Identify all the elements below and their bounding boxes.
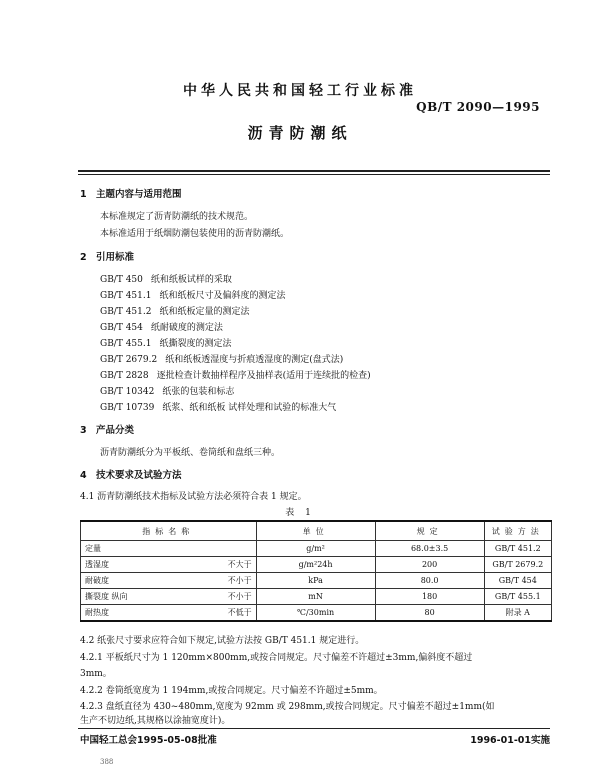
table-row: [81, 605, 552, 622]
reference-name: 纸浆、纸和纸板 试样处理和试验的标准大气: [162, 403, 337, 413]
reference-code: GB/T 450: [100, 275, 143, 285]
org-standard-heading: 中华人民共和国轻工行业标准: [183, 83, 417, 99]
header-rule-thin: [78, 174, 550, 175]
reference-code: GB/T 451.1: [100, 291, 152, 301]
reference-item: [100, 400, 336, 413]
section-3-heading: [80, 422, 134, 436]
cell-method: GB/T 455.1: [484, 589, 551, 605]
table-caption: 表 1: [285, 508, 315, 518]
standard-number: QB/T 2090—1995: [416, 100, 540, 114]
section-4-heading: [80, 467, 182, 481]
reference-code: GB/T 10739: [100, 403, 155, 413]
clause-4-2-2: 4.2.2 卷筒纸宽度为 1 194mm,或按合同规定。尺寸偏差不许超过±5mm。: [80, 686, 383, 696]
reference-name: 纸撕裂度的测定法: [159, 339, 232, 349]
reference-item: [100, 288, 285, 301]
cell-spec: 80: [375, 605, 484, 622]
section-1-heading: [80, 186, 182, 200]
reference-item: [100, 336, 231, 349]
cell-condition: [188, 541, 256, 557]
reference-item: [100, 272, 232, 285]
section-title: 主题内容与适用范围: [96, 189, 182, 200]
reference-code: GB/T 2679.2: [100, 355, 158, 365]
cell-condition: 不低于: [188, 605, 256, 622]
table-header-row: [81, 521, 552, 541]
clause-4-2-1-cont: 3mm。: [80, 669, 112, 679]
reference-name: 纸和纸板尺寸及偏斜度的测定法: [159, 291, 286, 301]
cell-name: 透湿度: [81, 557, 188, 573]
reference-code: GB/T 2828: [100, 371, 149, 381]
col-header-unit: 单位: [256, 521, 375, 541]
cell-unit: g/m²24h: [256, 557, 375, 573]
clause-4-2: 4.2 纸张尺寸要求应符合如下规定,试验方法按 GB/T 451.1 规定进行。: [80, 636, 365, 646]
cell-name: 耐破度: [81, 573, 188, 589]
reference-name: 逐批检查计数抽样程序及抽样表(适用于连续批的检查): [156, 371, 371, 381]
reference-code: GB/T 455.1: [100, 339, 152, 349]
cell-unit: kPa: [256, 573, 375, 589]
section-number: 2: [80, 252, 87, 263]
reference-name: 纸和纸板试样的采取: [150, 275, 232, 285]
col-header-spec: 规定: [375, 521, 484, 541]
cell-spec: 68.0±3.5: [375, 541, 484, 557]
section-2-heading: [80, 249, 134, 263]
reference-name: 纸耐破度的测定法: [150, 323, 223, 333]
reference-item: [100, 368, 371, 381]
reference-item: [100, 384, 234, 397]
header-rule: [78, 170, 550, 172]
section-number: 4: [80, 470, 87, 481]
table-row: [81, 589, 552, 605]
reference-item: [100, 304, 249, 317]
cell-name: 定量: [81, 541, 188, 557]
cell-unit: ℃/30min: [256, 605, 375, 622]
reference-code: GB/T 10342: [100, 387, 155, 397]
cell-method: GB/T 451.2: [484, 541, 551, 557]
cell-spec: 80.0: [375, 573, 484, 589]
cell-method: GB/T 2679.2: [484, 557, 551, 573]
paragraph: 本标准规定了沥青防潮纸的技术规范。: [100, 212, 254, 222]
cell-method: GB/T 454: [484, 573, 551, 589]
col-header-method: 试验方法: [484, 521, 551, 541]
cell-spec: 180: [375, 589, 484, 605]
reference-code: GB/T 454: [100, 323, 143, 333]
cell-unit: mN: [256, 589, 375, 605]
implementation-date: 1996-01-01实施: [470, 735, 550, 746]
cell-spec: 200: [375, 557, 484, 573]
section-title: 技术要求及试验方法: [96, 470, 182, 481]
approval-date: 中国轻工总会1995-05-08批准: [80, 735, 217, 746]
paragraph: 本标准适用于纸烟防潮包装使用的沥青防潮纸。: [100, 229, 290, 239]
cell-name: 撕裂度 纵向: [81, 589, 188, 605]
section-number: 3: [80, 425, 87, 436]
reference-name: 纸和纸板定量的测定法: [159, 307, 250, 317]
reference-item: [100, 320, 223, 333]
reference-name: 纸张的包装和标志: [162, 387, 235, 397]
page-number: 388: [100, 758, 114, 766]
table-row: [81, 541, 552, 557]
reference-item: [100, 352, 343, 365]
reference-name: 纸和纸板透湿度与折痕透湿度的测定(盘式法): [165, 355, 344, 365]
cell-unit: g/m²: [256, 541, 375, 557]
clause-4-2-3: 4.2.3 盘纸直径为 430~480mm,宽度为 92mm 或 298mm,或按合同规定。尺寸偏差不超过±1mm(如: [80, 702, 495, 712]
section-title: 引用标准: [96, 252, 135, 263]
clause-4-2-1: 4.2.1 平板纸尺寸为 1 120mm×800mm,或按合同规定。尺寸偏差不许超过±3mm,偏斜度不超过: [80, 653, 473, 663]
section-number: 1: [80, 189, 87, 200]
table-row: [81, 573, 552, 589]
paragraph: 沥青防潮纸分为平板纸、卷筒纸和盘纸三种。: [100, 448, 281, 458]
clause-4-2-3-cont: 生产不切边纸,其规格以涂抽宽度计)。: [80, 716, 231, 726]
clause-4-1: 4.1 沥青防潮纸技术指标及试验方法必须符合表 1 规定。: [80, 492, 307, 502]
cell-condition: 不小于: [188, 589, 256, 605]
section-title: 产品分类: [96, 425, 135, 436]
document-title: 沥青防潮纸: [247, 124, 353, 142]
cell-name: 耐热度: [81, 605, 188, 622]
cell-method: 附录 A: [484, 605, 551, 622]
table-row: [81, 557, 552, 573]
cell-condition: 不大于: [188, 557, 256, 573]
reference-code: GB/T 451.2: [100, 307, 152, 317]
spec-table: [80, 520, 552, 622]
col-header-indicator: 指标名称: [81, 521, 257, 541]
cell-condition: 不小于: [188, 573, 256, 589]
footer-rule: [78, 728, 550, 729]
